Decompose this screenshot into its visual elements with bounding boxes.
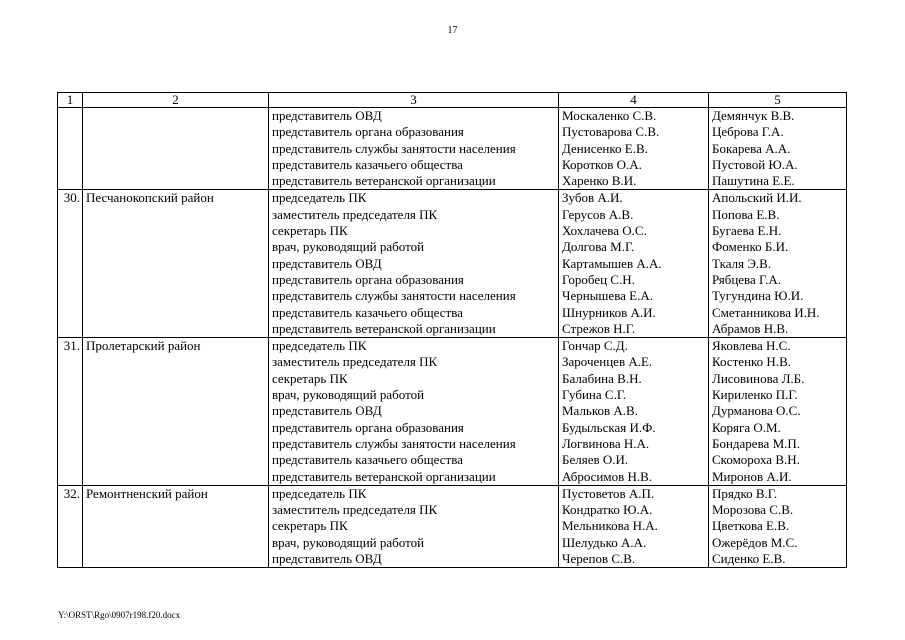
reserve-line: Бокарева А.А.	[712, 140, 791, 156]
member-line: Кондратко Ю.А.	[562, 502, 653, 518]
role-line: председатель ПК	[272, 485, 367, 501]
member-line: Шелудько А.А.	[562, 534, 647, 550]
role-line: представитель казачьего общества	[272, 452, 463, 468]
reserve-line: Цеброва Г.А.	[712, 124, 784, 140]
district-row	[58, 485, 847, 567]
member-line: Будыльская И.Ф.	[562, 419, 656, 435]
member-cell	[559, 485, 709, 567]
row-number: 30.	[58, 190, 83, 338]
member-line: Зубов А.И.	[562, 190, 623, 206]
member-line: Балабина В.Н.	[562, 370, 642, 386]
member-line: Чернышева Е.А.	[562, 288, 654, 304]
district-name	[83, 108, 269, 190]
member-line: Мельникова Н.А.	[562, 518, 658, 534]
reserve-line: Цветкова Е.В.	[712, 518, 790, 534]
member-line: Губина С.Г.	[562, 387, 627, 403]
member-line: Пустоварова С.В.	[562, 124, 660, 140]
role-line: представитель ОВД	[272, 403, 382, 419]
header-cell: 4	[559, 93, 709, 108]
district-name: Пролетарский район	[83, 338, 269, 486]
member-line: Мальков А.В.	[562, 403, 638, 419]
reserve-line: Фоменко Б.И.	[712, 239, 789, 255]
table-body	[58, 93, 847, 568]
reserve-line: Прядко В.Г.	[712, 485, 778, 501]
role-line: председатель ПК	[272, 190, 367, 206]
role-line: врач, руководящий работой	[272, 239, 425, 255]
reserve-line: Бугаева Е.Н.	[712, 223, 782, 239]
role-line: представитель органа образования	[272, 124, 464, 140]
member-line: Зароченцев А.Е.	[562, 354, 653, 370]
reserve-line: Тугундина Ю.И.	[712, 288, 804, 304]
reserve-line: Ожерёдов М.С.	[712, 534, 798, 550]
member-cell	[559, 190, 709, 338]
reserve-line: Коряга О.М.	[712, 419, 781, 435]
member-line: Горобец С.Н.	[562, 271, 635, 287]
reserve-line: Рябцева Г.А.	[712, 271, 781, 287]
reserve-cell	[709, 108, 847, 190]
page-number: 17	[447, 25, 458, 36]
role-line: заместитель председателя ПК	[272, 502, 438, 518]
role-line: врач, руководящий работой	[272, 387, 425, 403]
role-line: врач, руководящий работой	[272, 534, 425, 550]
member-line: Стрежов Н.Г.	[562, 320, 636, 336]
role-cell	[269, 190, 559, 338]
role-cell	[269, 338, 559, 486]
reserve-line: Кириленко П.Г.	[712, 387, 798, 403]
district-name: Ремонтненский район	[83, 485, 269, 567]
role-line: представитель органа образования	[272, 419, 464, 435]
role-line: секретарь ПК	[272, 223, 348, 239]
reserve-line: Пустовой Ю.А.	[712, 156, 798, 172]
reserve-line: Морозова С.В.	[712, 502, 794, 518]
role-cell	[269, 108, 559, 190]
reserve-cell	[709, 338, 847, 486]
role-line: представитель службы занятости населения	[272, 435, 516, 451]
member-line: Пустоветов А.П.	[562, 485, 655, 501]
member-line: Картамышев А.А.	[562, 255, 662, 271]
member-cell	[559, 108, 709, 190]
reserve-line: Бондарева М.П.	[712, 435, 801, 451]
member-line: Долгова М.Г.	[562, 239, 635, 255]
role-cell	[269, 485, 559, 567]
role-line: представитель ветеранской организации	[272, 173, 496, 189]
member-cell	[559, 338, 709, 486]
member-line: Гончар С.Д.	[562, 338, 628, 354]
district-name: Песчанокопский район	[83, 190, 269, 338]
district-row	[58, 190, 847, 338]
header-cell: 5	[709, 93, 847, 108]
reserve-line: Сметанникова И.Н.	[712, 304, 820, 320]
file-path-footer: Y:\ORST\Rgo\0907r198.f20.docx	[58, 610, 181, 620]
role-line: представитель ОВД	[272, 108, 382, 123]
member-line: Коротков О.А.	[562, 156, 642, 172]
role-line: представитель ветеранской организации	[272, 320, 496, 336]
header-cell: 3	[269, 93, 559, 108]
district-row	[58, 338, 847, 486]
role-line: представитель казачьего общества	[272, 304, 463, 320]
reserve-line: Костенко Н.В.	[712, 354, 791, 370]
reserve-line: Ткаля Э.В.	[712, 255, 772, 271]
header-cell: 2	[83, 93, 269, 108]
row-number: 32.	[58, 485, 83, 567]
role-line: представитель службы занятости населения	[272, 288, 516, 304]
reserve-line: Пашутина Е.Е.	[712, 173, 795, 189]
role-line: представитель ОВД	[272, 551, 382, 567]
reserve-line: Лисовинова Л.Б.	[712, 370, 805, 386]
member-line: Черепов С.В.	[562, 551, 636, 567]
member-line: Шнурников А.И.	[562, 304, 656, 320]
member-line: Харенко В.И.	[562, 173, 637, 189]
role-line: заместитель председателя ПК	[272, 354, 438, 370]
reserve-line: Абрамов Н.В.	[712, 320, 789, 336]
district-row	[58, 108, 847, 190]
row-number	[58, 108, 83, 190]
commission-table	[57, 92, 847, 568]
role-line: председатель ПК	[272, 338, 367, 354]
reserve-line: Дурманова О.С.	[712, 403, 801, 419]
header-cell: 1	[58, 93, 83, 108]
role-line: представитель службы занятости населения	[272, 140, 516, 156]
reserve-cell	[709, 485, 847, 567]
table-header-row	[58, 93, 847, 108]
role-line: представитель ветеранской организации	[272, 468, 496, 484]
reserve-line: Скомороха В.Н.	[712, 452, 800, 468]
member-line: Москаленко С.В.	[562, 108, 657, 123]
reserve-line: Попова Е.В.	[712, 206, 780, 222]
role-line: представитель ОВД	[272, 255, 382, 271]
reserve-line: Миронов А.И.	[712, 468, 792, 484]
member-line: Абросимов Н.В.	[562, 468, 653, 484]
role-line: секретарь ПК	[272, 370, 348, 386]
member-line: Логвинова Н.А.	[562, 435, 650, 451]
role-line: секретарь ПК	[272, 518, 348, 534]
reserve-line: Сиденко Е.В.	[712, 551, 786, 567]
role-line: представитель органа образования	[272, 271, 464, 287]
role-line: представитель казачьего общества	[272, 156, 463, 172]
reserve-cell	[709, 190, 847, 338]
member-line: Денисенко Е.В.	[562, 140, 648, 156]
member-line: Беляев О.И.	[562, 452, 629, 468]
row-number: 31.	[58, 338, 83, 486]
reserve-line: Яковлева Н.С.	[712, 338, 791, 354]
member-line: Хохлачева О.С.	[562, 223, 647, 239]
member-line: Герусов А.В.	[562, 206, 634, 222]
reserve-line: Демянчук В.В.	[712, 108, 795, 123]
reserve-line: Апольский И.И.	[712, 190, 802, 206]
role-line: заместитель председателя ПК	[272, 206, 438, 222]
